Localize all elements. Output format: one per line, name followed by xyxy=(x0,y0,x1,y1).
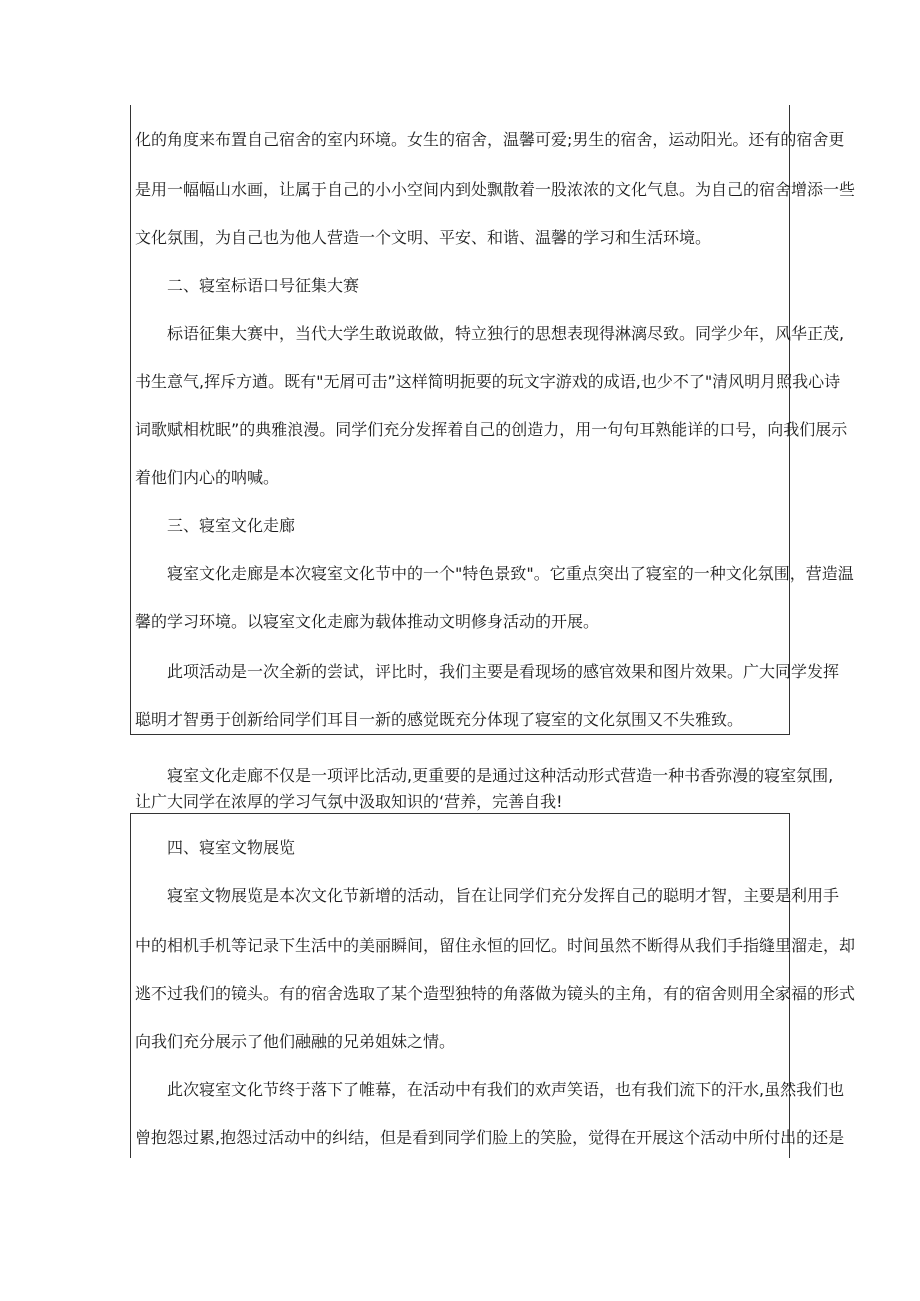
paragraph-line: 让广大同学在浓厚的学习气氛中汲取知识的‘营养，完善自我! xyxy=(135,792,563,811)
section-heading: 四、寝室文物展览 xyxy=(167,838,296,857)
paragraph-line: 此次寝室文化节终于落下了帷幕，在活动中有我们的欢声笑语，也有我们流下的汗水,虽然我们也 xyxy=(167,1080,845,1099)
paragraph-line: 此项活动是一次全新的尝试，评比时，我们主要是看现场的感官效果和图片效果。广大同学发挥 xyxy=(167,662,840,681)
paragraph-line: 标语征集大赛中，当代大学生敢说敢做，特立独行的思想表现得淋漓尽致。同学少年，风华正茂, xyxy=(167,324,845,343)
paragraph-line: 逃不过我们的镜头。有的宿舍选取了某个造型独特的角落做为镜头的主角，有的宿舍则用全家福的形式 xyxy=(135,984,856,1003)
paragraph-line: 聪明才智勇于创新给同学们耳目一新的感觉既充分体现了寝室的文化氛围又不失雅致。 xyxy=(135,710,744,729)
paragraph-line: 寝室文化走廊是本次寝室文化节中的一个"特色景致"。它重点突出了寝室的一种文化氛围，营造温 xyxy=(167,564,854,583)
paragraph-line: 曾抱怨过累,抱怨过活动中的纠结，但是看到同学们脸上的笑脸，觉得在开展这个活动中所付出的还是 xyxy=(135,1128,845,1147)
paragraph-line: 着他们内心的呐喊。 xyxy=(135,468,280,487)
paragraph-line: 向我们充分展示了他们融融的兄弟姐妹之情。 xyxy=(135,1032,456,1051)
paragraph-line: 中的相机手机等记录下生活中的美丽瞬间，留住永恒的回忆。时间虽然不断得从我们手指缝里溜走，却 xyxy=(135,936,856,955)
section-heading: 二、寝室标语口号征集大赛 xyxy=(167,276,360,295)
paragraph-line: 寝室文物展览是本次文化节新增的活动，旨在让同学们充分发挥自己的聪明才智，主要是利用手 xyxy=(167,886,840,905)
paragraph-line: 化的角度来布置自己宿舍的室内环境。女生的宿舍，温馨可爱;男生的宿舍，运动阳光。还有的宿舍更 xyxy=(135,130,845,149)
section-heading: 三、寝室文化走廊 xyxy=(167,516,296,535)
paragraph-line: 文化氛围，为自己也为他人营造一个文明、平安、和谐、温馨的学习和生活环境。 xyxy=(135,228,712,247)
paragraph-line: 书生意气,挥斥方遒。既有"无屑可击”这样简明扼要的玩文字游戏的成语,也少不了"清风明月照我心诗 xyxy=(135,372,841,391)
paragraph-line: 是用一幅幅山水画，让属于自己的小小空间内到处飘散着一股浓浓的文化气息。为自己的宿舍增添一些 xyxy=(135,180,856,199)
paragraph-line: 词歌赋相枕眠”的典雅浪漫。同学们充分发挥着自己的创造力，用一句句耳熟能详的口号，向我们展示 xyxy=(135,420,848,439)
paragraph-line: 馨的学习环境。以寝室文化走廊为载体推动文明修身活动的开展。 xyxy=(135,612,600,631)
paragraph-line: 寝室文化走廊不仅是一项评比活动,更重要的是通过这种活动形式营造一种书香弥漫的寝室氛围, xyxy=(167,766,834,785)
